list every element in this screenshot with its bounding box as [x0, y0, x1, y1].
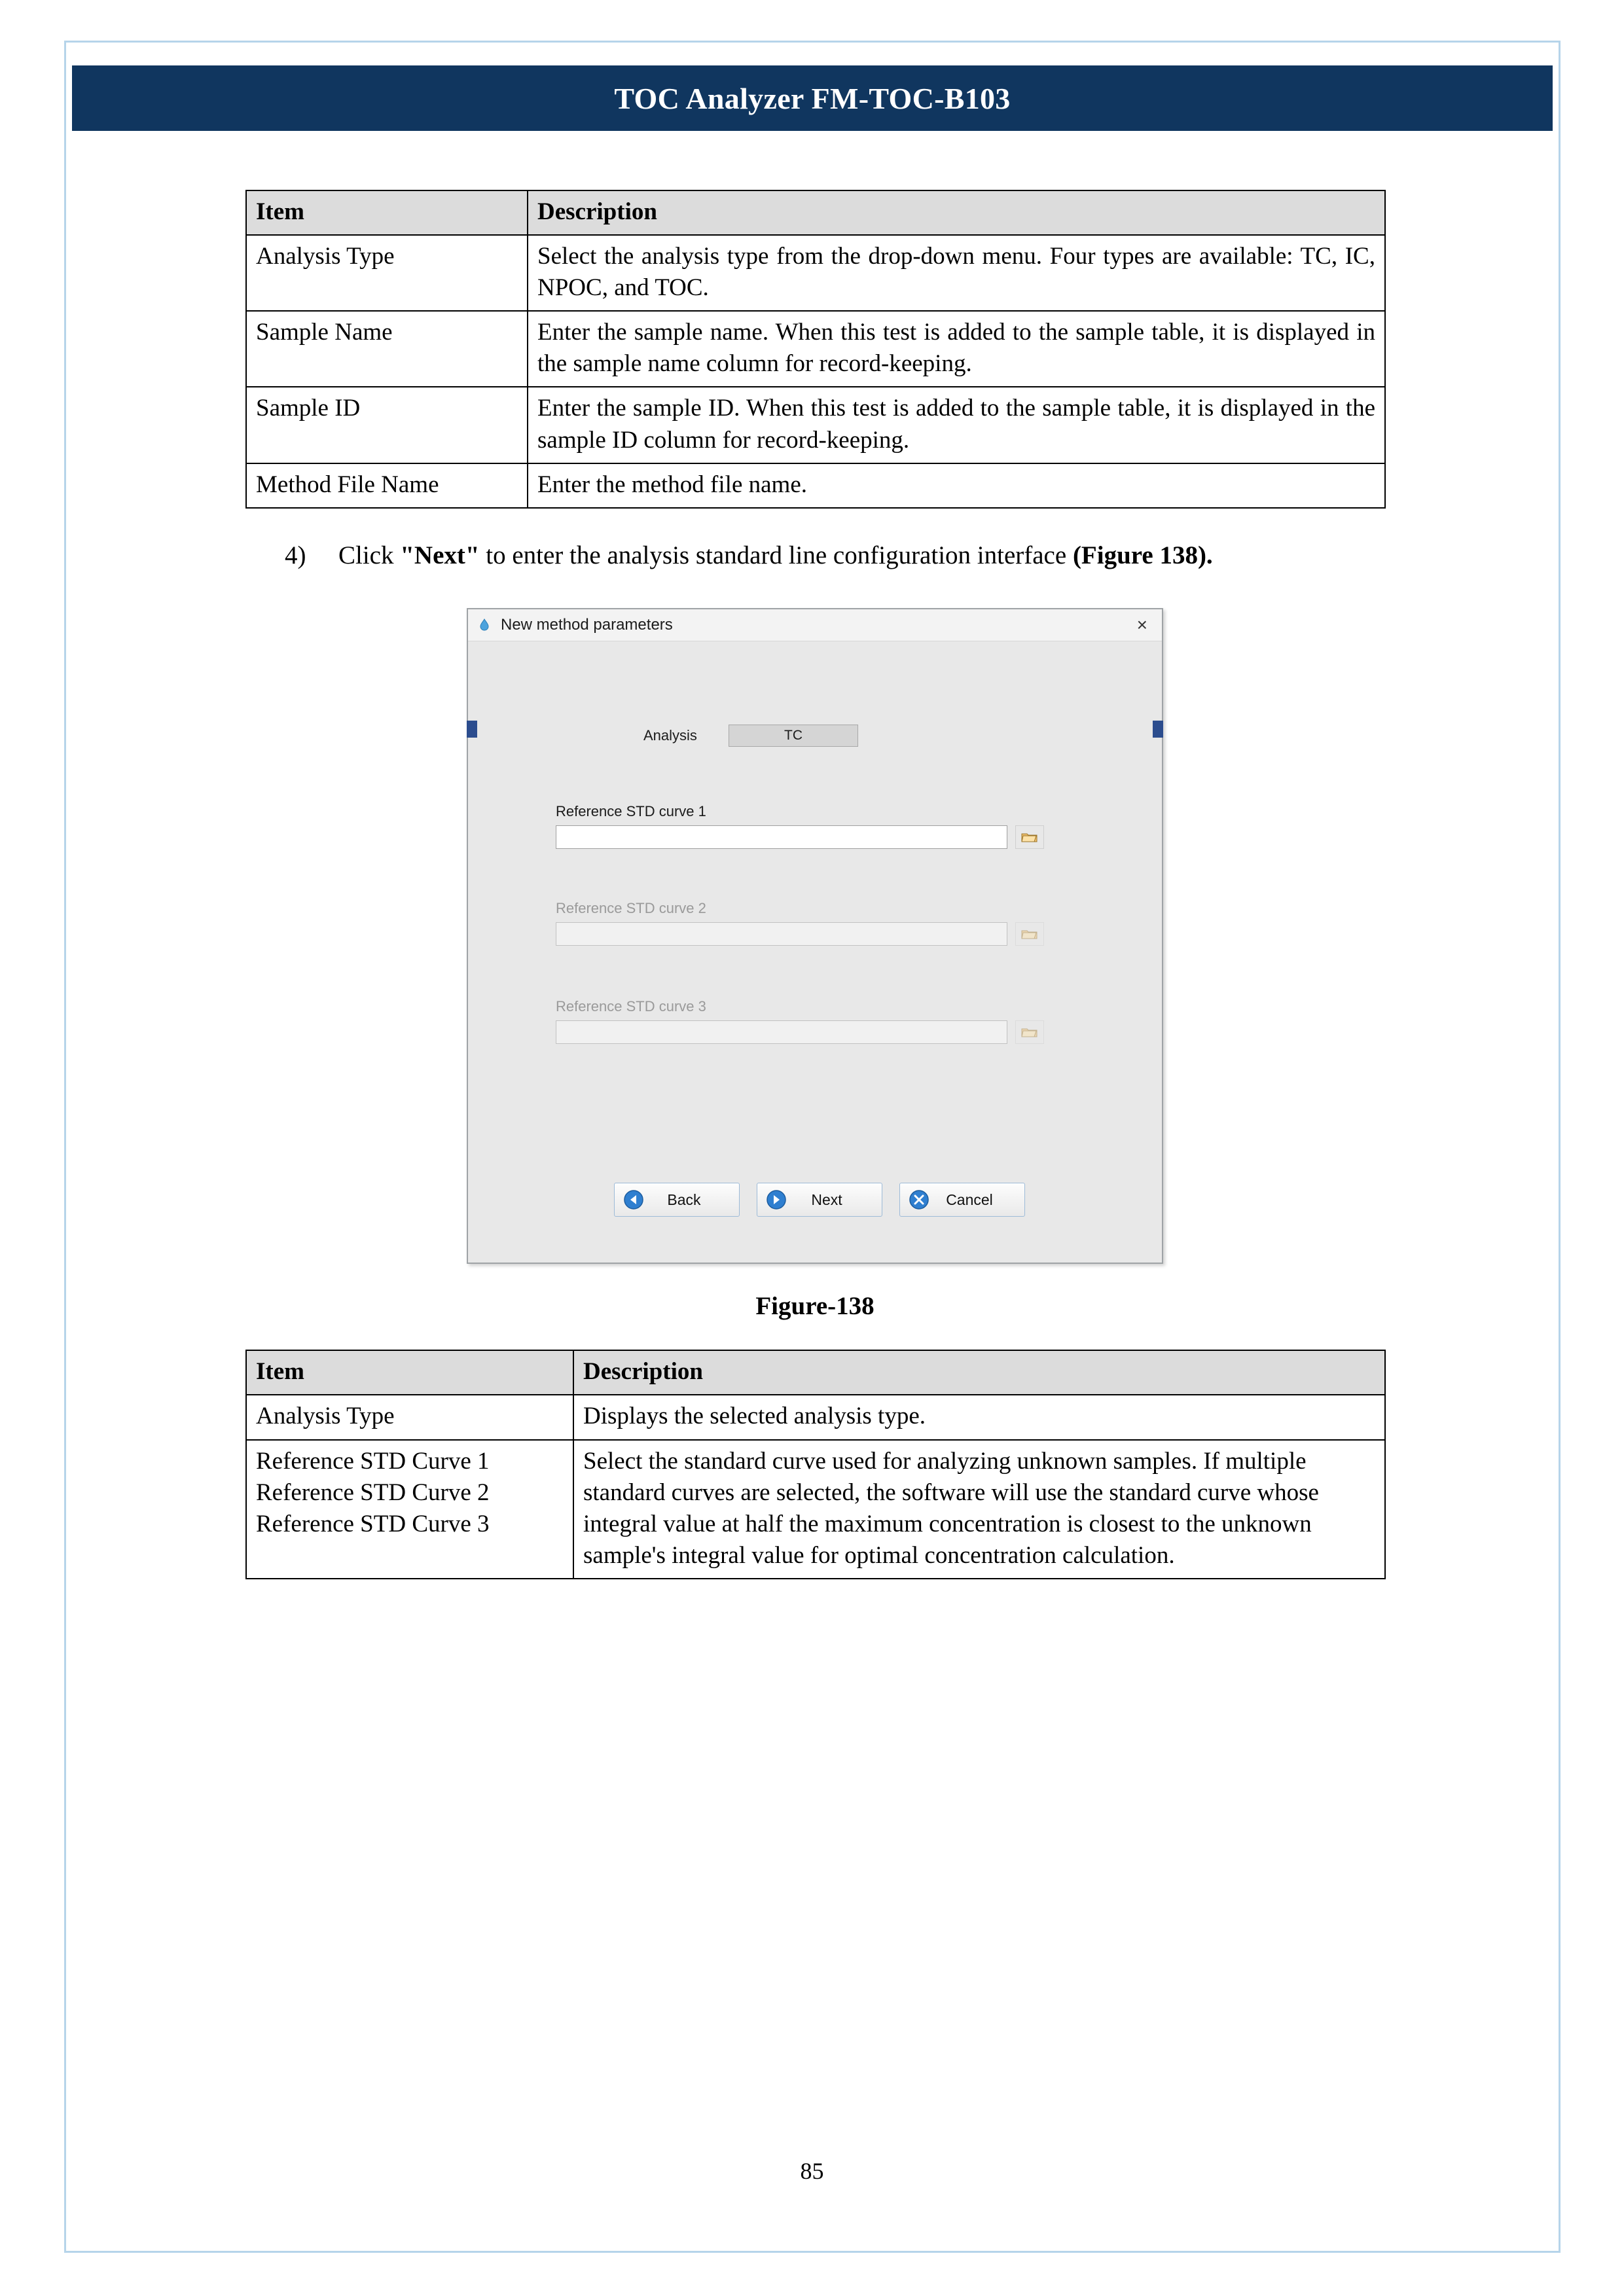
- background-window-edge-right: [1153, 721, 1163, 738]
- folder-open-icon[interactable]: [1015, 825, 1044, 849]
- cancel-icon: [908, 1189, 930, 1211]
- table-row: [246, 463, 1385, 508]
- reference-std-curve-3-row: [556, 1020, 1079, 1044]
- reference-std-curve-3-group: [556, 998, 1079, 1044]
- cell-item: Analysis Type: [246, 235, 528, 311]
- analysis-label: Analysis: [643, 727, 697, 744]
- figure-138-wrapper: [245, 608, 1384, 1264]
- cell-item-line: Reference STD Curve 3: [256, 1510, 490, 1537]
- column-header-description: Description: [573, 1350, 1385, 1395]
- step-bold-figure-ref: (Figure 138).: [1072, 541, 1213, 569]
- analysis-value-readonly: TC: [729, 725, 858, 747]
- cell-item-line: Reference STD Curve 2: [256, 1479, 490, 1506]
- cell-description: Enter the method file name.: [528, 463, 1385, 508]
- cancel-button[interactable]: [899, 1183, 1025, 1217]
- reference-std-curve-2-row: [556, 922, 1079, 946]
- reference-std-curve-2-label: Reference STD curve 2: [556, 900, 706, 917]
- reference-std-curve-1-group: [556, 803, 1079, 849]
- table-row: [246, 387, 1385, 463]
- cell-item: Method File Name: [246, 463, 528, 508]
- page-title: TOC Analyzer FM-TOC-B103: [614, 81, 1011, 115]
- table-row: [246, 311, 1385, 387]
- cancel-button-label: Cancel: [946, 1191, 993, 1208]
- step-item-4: [285, 539, 1384, 573]
- step-number: 4): [285, 541, 306, 569]
- column-header-description: Description: [528, 190, 1385, 235]
- parameters-table-1: [245, 190, 1386, 509]
- arrow-right-icon: [765, 1189, 787, 1211]
- arrow-left-icon: [623, 1189, 645, 1211]
- reference-std-curve-3-label: Reference STD curve 3: [556, 998, 706, 1015]
- cell-description: Enter the sample name. When this test is added to the sample table, it is displayed in the sample name column for record-keeping.: [528, 311, 1385, 387]
- table-row: [246, 1395, 1385, 1439]
- close-icon[interactable]: ×: [1136, 615, 1147, 636]
- dialog-body: [486, 653, 1153, 1252]
- cell-description: Displays the selected analysis type.: [573, 1395, 1385, 1439]
- cell-item: [246, 1440, 573, 1579]
- step-text-part2: to enter the analysis standard line configuration interface: [479, 541, 1073, 569]
- step-bold-next: "Next": [400, 541, 480, 569]
- cell-item-line: Reference STD Curve 1: [256, 1447, 490, 1475]
- parameters-table-2-wrapper: [245, 1350, 1384, 1579]
- background-window-edge-left: [467, 721, 477, 738]
- cell-description: Enter the sample ID. When this test is added to the sample table, it is displayed in the sample ID column for record-keeping.: [528, 387, 1385, 463]
- reference-std-curve-2-group: [556, 900, 1079, 946]
- parameters-table-2: [245, 1350, 1386, 1579]
- folder-open-icon[interactable]: [1015, 922, 1044, 946]
- dialog-titlebar: [468, 609, 1162, 641]
- step-text-part1: Click: [338, 541, 401, 569]
- table-header-row: [246, 1350, 1385, 1395]
- page-header: [72, 65, 1553, 131]
- cell-description: Select the analysis type from the drop-down menu. Four types are available: TC, IC, NPOC, and TOC.: [528, 235, 1385, 311]
- dialog-button-bar: [486, 1183, 1153, 1217]
- column-header-item: Item: [246, 190, 528, 235]
- back-button-label: Back: [667, 1191, 701, 1208]
- next-button[interactable]: [757, 1183, 882, 1217]
- page-number: 85: [800, 2158, 824, 2184]
- back-button[interactable]: [614, 1183, 740, 1217]
- cell-description: Select the standard curve used for analyzing unknown samples. If multiple standard curves are selected, the software will use the standard curve whose integral value at half the maximum concentration is closest to the unknown sample's integral value for optimal concentration calculation.: [573, 1440, 1385, 1579]
- folder-open-icon[interactable]: [1015, 1020, 1044, 1044]
- cell-item: Sample Name: [246, 311, 528, 387]
- water-drop-icon: [476, 617, 493, 634]
- table-row: [246, 235, 1385, 311]
- reference-std-curve-1-row: [556, 825, 1079, 849]
- page-content: [245, 190, 1384, 1579]
- cell-item: Sample ID: [246, 387, 528, 463]
- reference-std-curve-2-input[interactable]: [556, 922, 1007, 946]
- reference-std-curve-1-label: Reference STD curve 1: [556, 803, 706, 820]
- new-method-parameters-dialog: [467, 608, 1163, 1264]
- column-header-item: Item: [246, 1350, 573, 1395]
- table-header-row: [246, 190, 1385, 235]
- next-button-label: Next: [811, 1191, 842, 1208]
- reference-std-curve-1-input[interactable]: [556, 825, 1007, 849]
- cell-item: Analysis Type: [246, 1395, 573, 1439]
- dialog-title: New method parameters: [501, 616, 673, 634]
- step-text: [338, 539, 1384, 573]
- figure-caption: Figure-138: [755, 1292, 875, 1321]
- reference-std-curve-3-input[interactable]: [556, 1020, 1007, 1044]
- analysis-row: [643, 725, 858, 747]
- table-row: [246, 1440, 1385, 1579]
